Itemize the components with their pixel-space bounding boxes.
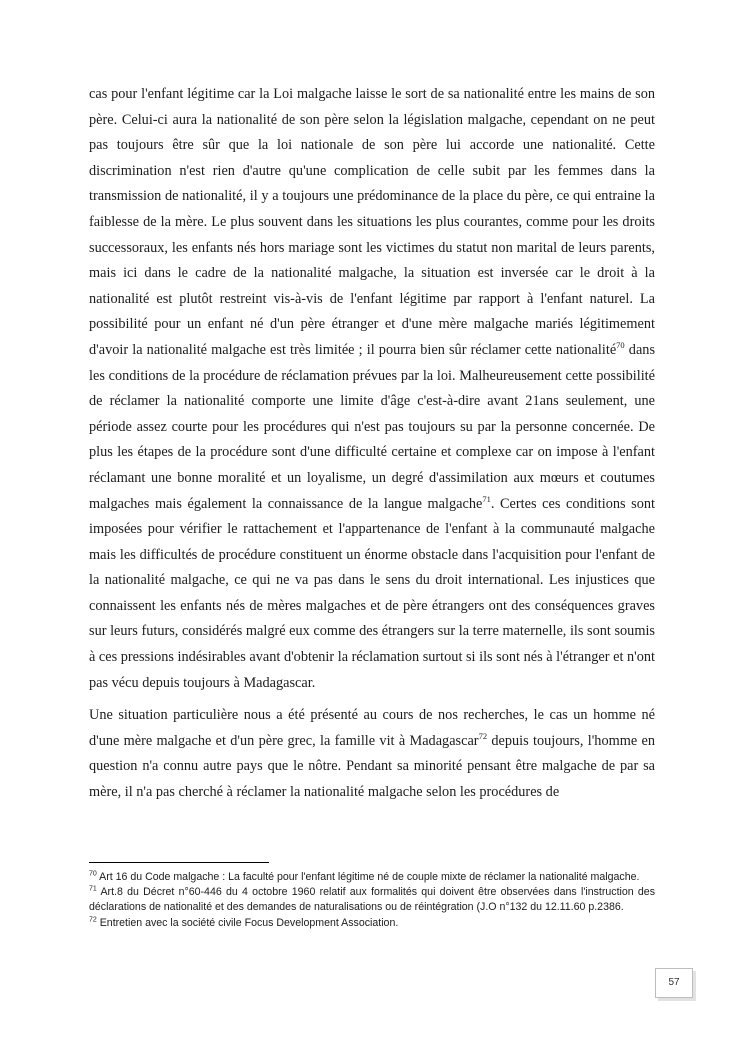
paragraph-2-text-a: Une situation particulière nous a été présenté au cours de nos recherches, le cas un homme né d'une mère malgache et d'un père grec, la famille vit à Madagascar [89,707,655,749]
paragraph-2-text-b: depuis toujours, l'homme en question n'a connu autre pays que le nôtre. Pendant sa minorité pensant être malgache de par sa mère, il n'a pas cherché à réclamer la nationalité malgache selon les procédures de [89,732,655,801]
footnotes [89,870,655,931]
footnote-text: Art 16 du Code malgache : La faculté pour l'enfant légitime né de couple mixte de réclamer la nationalité malgache. [96,871,640,883]
paragraph-1 [89,82,655,696]
footnote-ref-70: 70 [616,340,625,351]
footnote-ref-72: 72 [478,731,488,742]
footnote-separator [89,862,269,863]
paragraph-1-text-a: cas pour l'enfant légitime car la Loi malgache laisse le sort de sa nationalité entre les mains de son père. Celui-ci aura la nationalité de son père selon la législation malgache, cependant on ne peut pas toujours être sûr que la loi nationale de son père lui accorde une nationalité. Cette discrimination n'est rien d'autre qu'une complication de celle subit par les femmes dans la transmission de nationalité, il y a toujours une prédominance de la place du père, ce qui entraine la faiblesse de la mère. Le plus souvent dans les situations les plus courantes, comme pour les droits successoraux, les enfants nés hors mariage sont les victimes du statut non marital de leurs parents, mais ici dans le cadre de la nationalité malgache, la situation est inversée car le droit à la nationalité est plutôt restreint vis-à-vis de l'enfant légitime par rapport à l'enfant naturel. La possibilité pour un enfant né d'un père étranger et d'une mère malgache mariés légitimement d'avoir la nationalité malgache est très limitée ; il pourra bien sûr réclamer cette nationalité [89,86,655,358]
page-number: 57 [655,968,693,998]
paragraph-2 [89,703,655,805]
paragraph-1-text-b: dans les conditions de la procédure de réclamation prévues par la loi. Malheureusement cette possibilité de réclamer la nationalité comporte une limite d'âge c'est-à-dire avant 21ans seulement, une période assez courte pour les procédures qui n'est pas toujours su par la personne concernée. De plus les étapes de la procédure sont d'une difficulté certaine et complexe car on impose à l'enfant réclamant une bonne moralité et un loyalisme, un degré d'assimilation aux mœurs et coutumes malgaches mais également la connaissance de la langue malgache [89,341,656,512]
body-text [89,82,655,806]
footnote-71 [89,885,655,915]
footnote-number: 72 [89,916,97,924]
footnote-text: Art.8 du Décret n°60-446 du 4 octobre 1960 relatif aux formalités qui doivent être observées dans l'instruction des déclarations de nationalité et des demandes de naturalisations ou de réintégration (J.O n°132 du 12.11.60 p.2386. [89,886,655,914]
footnote-70 [89,870,655,885]
paragraph-1-text-c: . Certes ces conditions sont imposées pour vérifier le rattachement et l'appartenance de l'enfant à la communauté malgache mais les difficultés de procédure constituent un énorme obstacle dans l'acquisition pour l'enfant de la nationalité malgache, ce qui ne va pas dans le sens du droit international. Les injustices que connaissent les enfants nés de mères malgaches et de père étrangers ont des conséquences graves sur leurs futurs, considérés malgré eux comme des étrangers sur la terre maternelle, ils sont soumis à ces pressions indésirables avant d'obtenir la réclamation surtout si ils sont nés à l'étranger et n'ont pas vécu depuis toujours à Madagascar. [89,495,655,691]
footnote-72 [89,916,655,931]
footnote-text: Entretien avec la société civile Focus Development Association. [96,916,399,929]
footnote-number: 71 [89,885,97,893]
footnote-number: 70 [89,870,97,878]
footnote-ref-71: 71 [482,493,491,504]
